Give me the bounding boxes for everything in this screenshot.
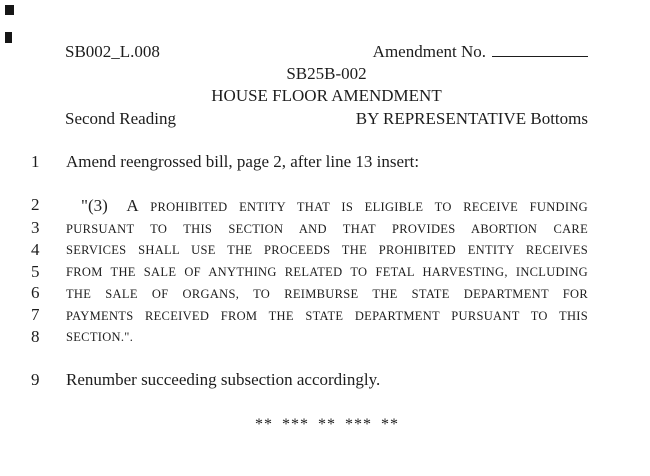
sponsor: BY REPRESENTATIVE Bottoms bbox=[355, 108, 588, 128]
scan-artifact-mark bbox=[5, 32, 12, 43]
amendment-number-label: Amendment No. bbox=[372, 42, 486, 61]
amendment-caps-text: PROHIBITED ENTITY THAT IS ELIGIBLE TO RECEIVE FUNDING bbox=[150, 200, 588, 214]
amendment-caps-text: FROM THE SALE OF ANYTHING RELATED TO FETAL HARVESTING, INCLUDING bbox=[66, 265, 588, 280]
header-row-top bbox=[65, 41, 588, 63]
document-header bbox=[65, 41, 588, 130]
line-number: 3 bbox=[31, 218, 40, 238]
body-line-8 bbox=[31, 327, 588, 349]
amendment-number-field bbox=[373, 41, 588, 63]
line-number: 2 bbox=[31, 194, 40, 214]
line-number: 4 bbox=[31, 239, 40, 259]
body-line-5 bbox=[31, 262, 588, 284]
body-line-7 bbox=[31, 306, 588, 328]
line-number: 1 bbox=[31, 152, 40, 171]
line-number: 5 bbox=[31, 261, 40, 281]
amendment-caps-text: THE SALE OF ORGANS, TO REIMBURSE THE STATE DEPARTMENT FOR bbox=[66, 286, 588, 301]
bill-number: SB25B-002 bbox=[286, 64, 367, 84]
renumber-instruction-text: Renumber succeeding subsection accordingly. bbox=[66, 369, 381, 389]
body-line-4 bbox=[31, 240, 588, 262]
end-of-amendment-separator: ** *** ** *** ** bbox=[255, 415, 399, 433]
body-line-1 bbox=[31, 151, 588, 173]
amendment-caps-text: PURSUANT TO THIS SECTION AND THAT PROVIDES ABORTION CARE bbox=[66, 221, 588, 236]
body-line-2 bbox=[31, 195, 588, 219]
subsection-first-word: A bbox=[126, 196, 139, 215]
amendment-text-block bbox=[31, 195, 588, 349]
instruction-text: Amend reengrossed bill, page 2, after line 13 insert: bbox=[66, 152, 420, 171]
amendment-number-blank bbox=[492, 41, 588, 57]
line-number: 6 bbox=[31, 283, 40, 303]
scan-artifact-mark bbox=[5, 5, 14, 15]
body-line-9 bbox=[31, 369, 588, 391]
doc-number: SB002_L.008 bbox=[65, 42, 160, 61]
subsection-opening: "(3) bbox=[81, 196, 108, 215]
document-title: HOUSE FLOOR AMENDMENT bbox=[211, 86, 442, 106]
reading-stage: Second Reading bbox=[65, 108, 176, 128]
amendment-caps-text: SERVICES SHALL USE THE PROCEEDS THE PROHIBITED ENTITY RECEIVES bbox=[66, 243, 588, 258]
body-line-6 bbox=[31, 284, 588, 306]
line-number: 7 bbox=[31, 305, 40, 325]
body-line-3 bbox=[31, 219, 588, 241]
line-number: 9 bbox=[31, 369, 40, 389]
header-row-bottom bbox=[65, 108, 588, 130]
amendment-caps-text: SECTION.". bbox=[66, 330, 134, 345]
amendment-caps-text: PAYMENTS RECEIVED FROM THE STATE DEPARTMENT PURSUANT TO THIS bbox=[66, 308, 588, 323]
document-body bbox=[31, 151, 588, 434]
line-number: 8 bbox=[31, 326, 40, 346]
